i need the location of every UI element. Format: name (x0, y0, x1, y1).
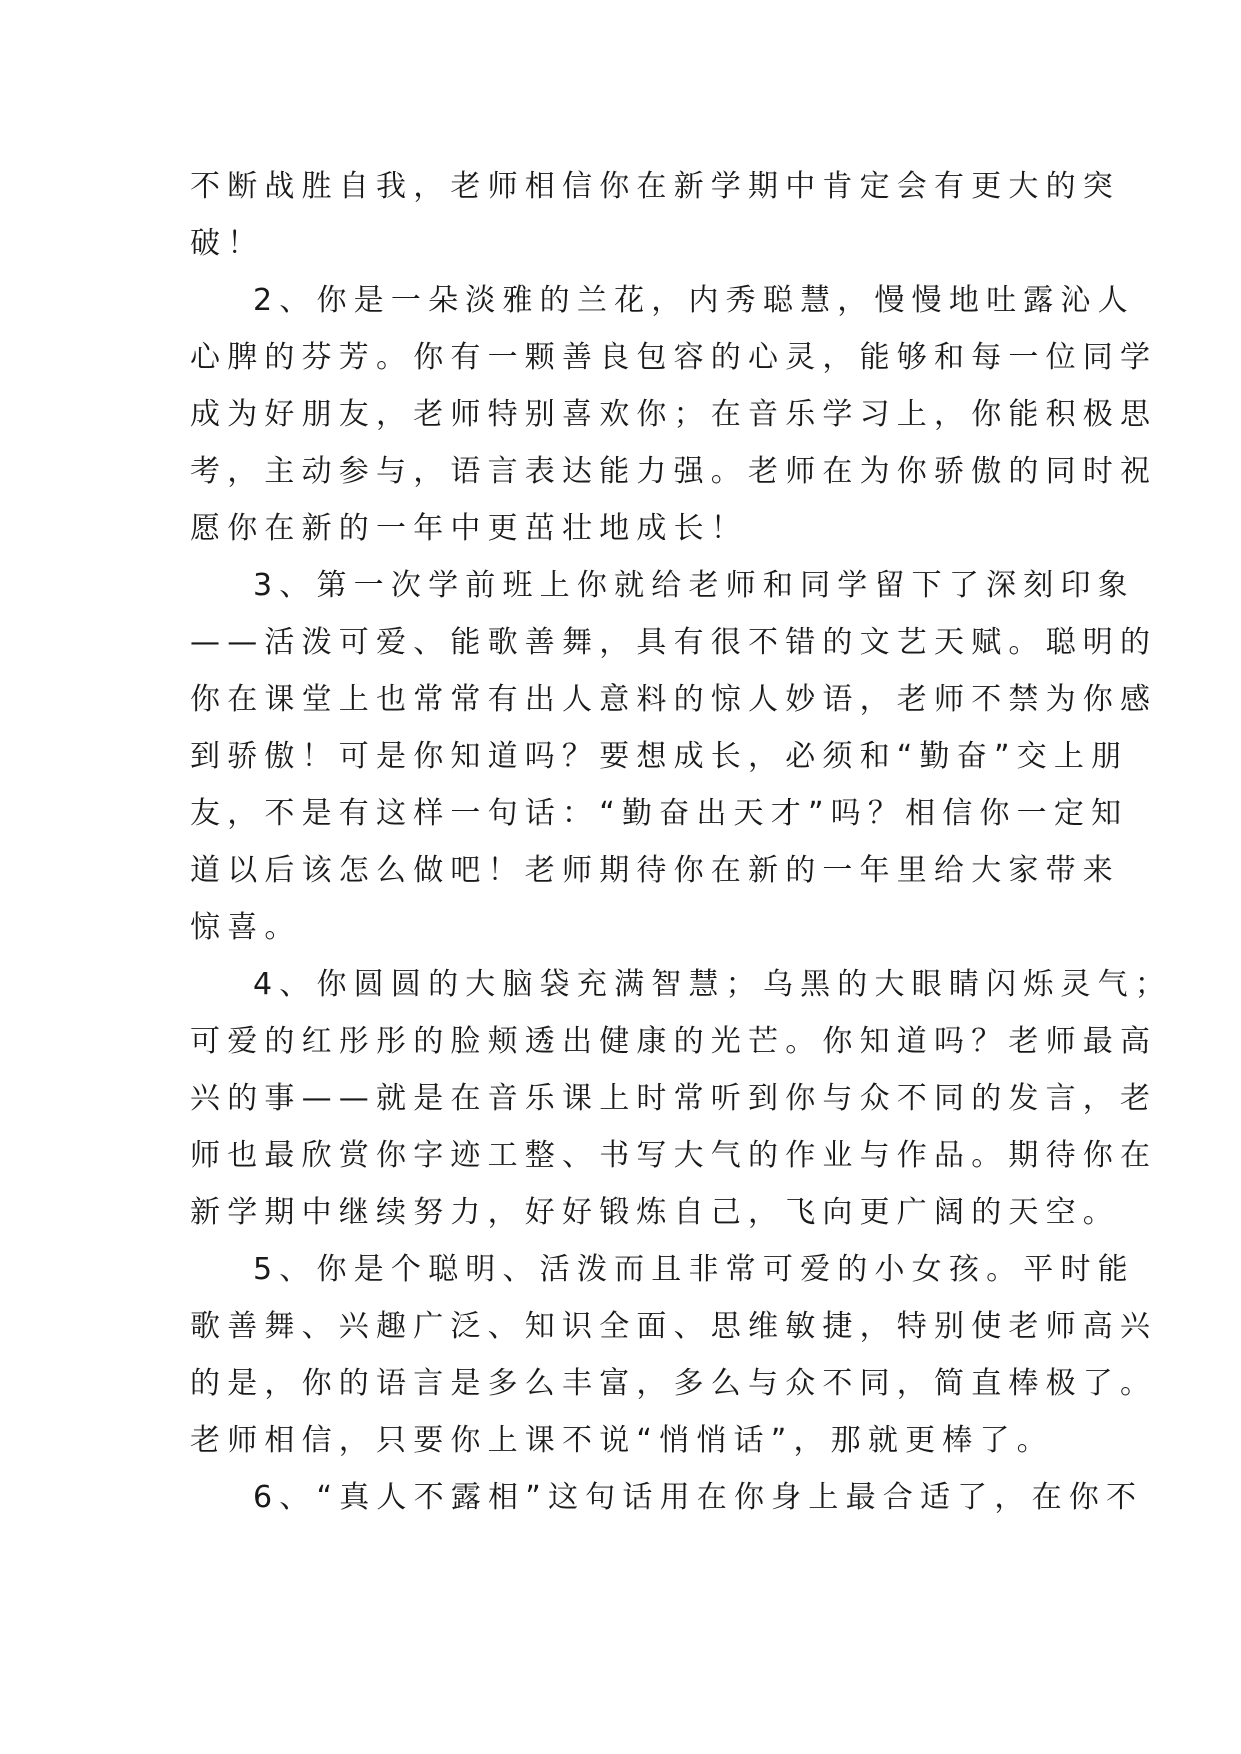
paragraph-start-line: 5、你是个聪明、活泼而且非常可爱的小女孩。平时能 (253, 1252, 1135, 1287)
text-line: 友，不是有这样一句话：“勤奋出天才”吗？相信你一定知 (190, 796, 1129, 831)
text-line: 成为好朋友，老师特别喜欢你；在音乐学习上，你能积极思 (190, 397, 1158, 432)
text-line: 的是，你的语言是多么丰富，多么与众不同，简直棒极了。 (190, 1366, 1158, 1401)
text-line: 歌善舞、兴趣广泛、知识全面、思维敏捷，特别使老师高兴 (190, 1309, 1158, 1344)
text-line: 师也最欣赏你字迹工整、书写大气的作业与作品。期待你在 (190, 1138, 1158, 1173)
text-line: ——活泼可爱、能歌善舞，具有很不错的文艺天赋。聪明的 (190, 625, 1158, 660)
paragraph-start-line: 6、“真人不露相”这句话用在你身上最合适了，在你不 (253, 1480, 1144, 1515)
text-line: 考，主动参与，语言表达能力强。老师在为你骄傲的同时祝 (190, 454, 1158, 489)
text-line: 惊喜。 (190, 910, 302, 945)
text-line: 你在课堂上也常常有出人意料的惊人妙语，老师不禁为你感 (190, 682, 1158, 717)
text-line: 道以后该怎么做吧！老师期待你在新的一年里给大家带来 (190, 853, 1120, 888)
paragraph-start-line: 4、你圆圆的大脑袋充满智慧；乌黑的大眼睛闪烁灵气； (253, 967, 1173, 1002)
text-line: 老师相信，只要你上课不说“悄悄话”，那就更棒了。 (190, 1423, 1054, 1458)
text-line: 兴的事——就是在音乐课上时常听到你与众不同的发言，老 (190, 1081, 1158, 1116)
text-line: 可爱的红彤彤的脸颊透出健康的光芒。你知道吗？老师最高 (190, 1024, 1158, 1059)
text-line: 新学期中继续努力，好好锻炼自己，飞向更广阔的天空。 (190, 1195, 1120, 1230)
text-line: 到骄傲！可是你知道吗？要想成长，必须和“勤奋”交上朋 (190, 739, 1129, 774)
paragraph-start-line: 2、你是一朵淡雅的兰花，内秀聪慧，慢慢地吐露沁人 (253, 283, 1135, 318)
text-line: 愿你在新的一年中更茁壮地成长！ (190, 511, 748, 546)
paragraph-start-line: 3、第一次学前班上你就给老师和同学留下了深刻印象 (253, 568, 1135, 603)
text-line: 破！ (190, 226, 265, 261)
text-line: 心脾的芬芳。你有一颗善良包容的心灵，能够和每一位同学 (190, 340, 1158, 375)
text-line: 不断战胜自我，老师相信你在新学期中肯定会有更大的突 (190, 169, 1120, 204)
